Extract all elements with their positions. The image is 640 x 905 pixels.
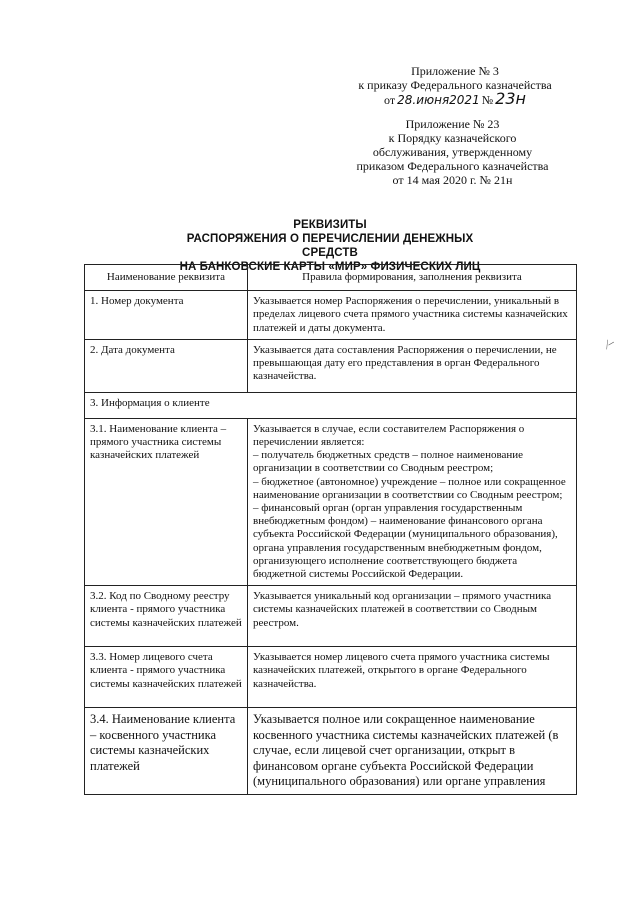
requisite-name: 3.1. Наименование клиента – прямого участника системы казначейских платежей xyxy=(85,418,248,585)
requisite-rule: Указывается дата составления Распоряжения о перечислении, не превышающая дату его представления в орган Федерального казначейства. xyxy=(248,339,577,392)
section-heading: 3. Информация о клиенте xyxy=(85,392,577,418)
order-number-prefix: № xyxy=(481,93,494,107)
requisite-rule: Указывается полное или сокращенное наименование косвенного участника системы казначейских платежей (в случае, если лицевой счет организации, открыт в финансовом органе субъекта Российской Федерации (муниципального образования) или органе управления xyxy=(248,708,577,795)
requisite-rule: Указывается номер Распоряжения о перечислении, уникальный в пределах лицевого счета прямого участника системы казначейских платежей и даты документа. xyxy=(248,291,577,340)
title-line1: РЕКВИЗИТЫ xyxy=(293,219,367,231)
title-line3: НА БАНКОВСКИЕ КАРТЫ «МИР» ФИЗИЧЕСКИХ ЛИЦ xyxy=(179,261,481,273)
table-row xyxy=(85,708,577,795)
order-date-handwritten: 28.июня2021 xyxy=(397,93,480,107)
appendix-order-line1: Приложение № 3 xyxy=(411,64,499,78)
requisite-name: 3.2. Код по Сводному реестру клиента - прямого участника системы казначейских платежей xyxy=(85,586,248,647)
appendix-order-block xyxy=(350,64,560,107)
table-row xyxy=(85,339,577,392)
table-row xyxy=(85,418,577,585)
rule-line: – получатель бюджетных средств – полное наименование организации в соответствии со Сводным реестром; xyxy=(253,449,524,475)
title-line2: РАСПОРЯЖЕНИЯ О ПЕРЕЧИСЛЕНИИ ДЕНЕЖНЫХ СРЕДСТВ xyxy=(186,233,474,259)
rule-line: – бюджетное (автономное) учреждение – полное или сокращенное наименование организации в соответствии со Сводным реестром; xyxy=(253,475,566,501)
appendix-procedure-line4: приказом Федерального казначейства xyxy=(356,159,549,173)
table-row xyxy=(85,647,577,708)
table-header-row xyxy=(85,265,577,291)
requisite-rule: Указывается номер лицевого счета прямого участника системы казначейских платежей, открытого в органе Федерального казначейства. xyxy=(248,647,577,708)
order-date-line xyxy=(350,89,560,108)
order-date-prefix: от xyxy=(384,93,396,107)
requisite-rule xyxy=(248,418,577,585)
appendix-procedure-block xyxy=(335,117,570,187)
requisite-name: 3.3. Номер лицевого счета клиента - прямого участника системы казначейских платежей xyxy=(85,647,248,708)
margin-mark: ⁄– xyxy=(602,335,617,352)
requisites-table xyxy=(84,264,577,795)
appendix-procedure-line5: от 14 мая 2020 г. № 21н xyxy=(392,173,513,187)
table-row xyxy=(85,291,577,340)
appendix-procedure-line1: Приложение № 23 xyxy=(405,117,500,131)
order-number-handwritten: 23н xyxy=(495,89,526,108)
appendix-procedure-line2: к Порядку казначейского xyxy=(388,131,517,145)
header-requisite-name: Наименование реквизита xyxy=(85,265,248,291)
requisite-name: 1. Номер документа xyxy=(85,291,248,340)
table-row xyxy=(85,586,577,647)
header-requisite-rules: Правила формирования, заполнения реквизита xyxy=(248,265,577,291)
requisite-name: 2. Дата документа xyxy=(85,339,248,392)
table-section-row xyxy=(85,392,577,418)
appendix-order-line2: к приказу Федерального казначейства xyxy=(358,78,552,92)
rule-line: Указывается в случае, если составителем Распоряжения о перечислении является: xyxy=(253,422,525,449)
appendix-procedure-line3: обслуживания, утвержденному xyxy=(372,145,533,159)
rule-line: – финансовый орган (орган управления государственным внебюджетным фондом) – наименование финансового органа субъекта Российской Федерации (муниципального образования), органа управления государственным внебюджетным фондом, организующего исполнение соответствующего бюджета бюджетной системы Российской Федерации. xyxy=(253,502,558,581)
requisite-name: 3.4. Наименование клиента – косвенного участника системы казначейских платежей xyxy=(85,708,248,795)
requisite-rule: Указывается уникальный код организации – прямого участника системы казначейских платежей в соответствии со Сводным реестром. xyxy=(248,586,577,647)
